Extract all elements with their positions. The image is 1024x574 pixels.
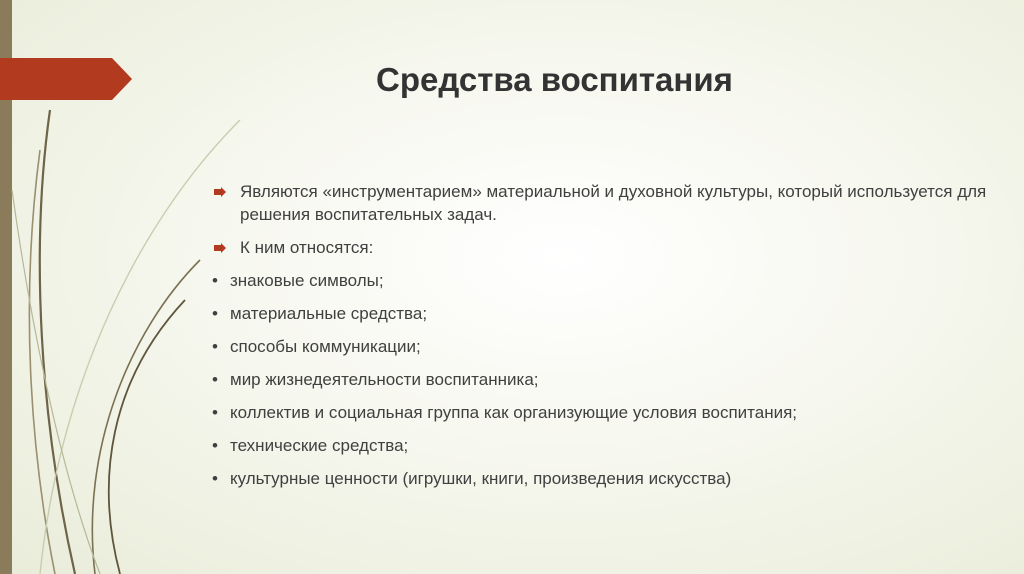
arrow-list-item: [212, 236, 1002, 259]
arrow-bullet-icon: [214, 243, 226, 253]
slide-title: Средства воспитания: [376, 61, 733, 98]
bullet-list-item: [212, 302, 1002, 325]
bullet-dot-icon: •: [212, 370, 218, 389]
bullet-item-text: материальные средства;: [230, 304, 428, 323]
arrow-item-text: К ним относятся:: [240, 238, 374, 257]
slide-content: [212, 180, 1002, 500]
bullet-dot-icon: •: [212, 337, 218, 356]
bullet-list-item: [212, 269, 1002, 292]
title-arrow-shape: [0, 58, 132, 100]
bullet-item-text: знаковые символы;: [230, 271, 384, 290]
arrow-item-text: Являются «инструментарием» материальной и духовной культуры, который используется для решения воспитательных задач.: [240, 182, 987, 224]
bullet-list-item: [212, 368, 1002, 391]
bullet-item-text: технические средства;: [230, 436, 409, 455]
bullet-dot-icon: •: [212, 436, 218, 455]
bullet-list-item: [212, 467, 1002, 490]
bullet-item-text: способы коммуникации;: [230, 337, 421, 356]
arrow-list-item: [212, 180, 1002, 226]
bullet-list-item: [212, 335, 1002, 358]
bullet-dot-icon: •: [212, 271, 218, 290]
bullet-dot-icon: •: [212, 469, 218, 488]
bullet-list-item: [212, 434, 1002, 457]
bullet-dot-icon: •: [212, 304, 218, 323]
bullet-item-text: коллектив и социальная группа как организующие условия воспитания;: [230, 403, 798, 422]
bullet-item-text: мир жизнедеятельности воспитанника;: [230, 370, 539, 389]
bullet-list-item: [212, 401, 1002, 424]
bullet-item-text: культурные ценности (игрушки, книги, произведения искусства): [230, 469, 732, 488]
arrow-bullet-icon: [214, 187, 226, 197]
bullet-dot-icon: •: [212, 403, 218, 422]
